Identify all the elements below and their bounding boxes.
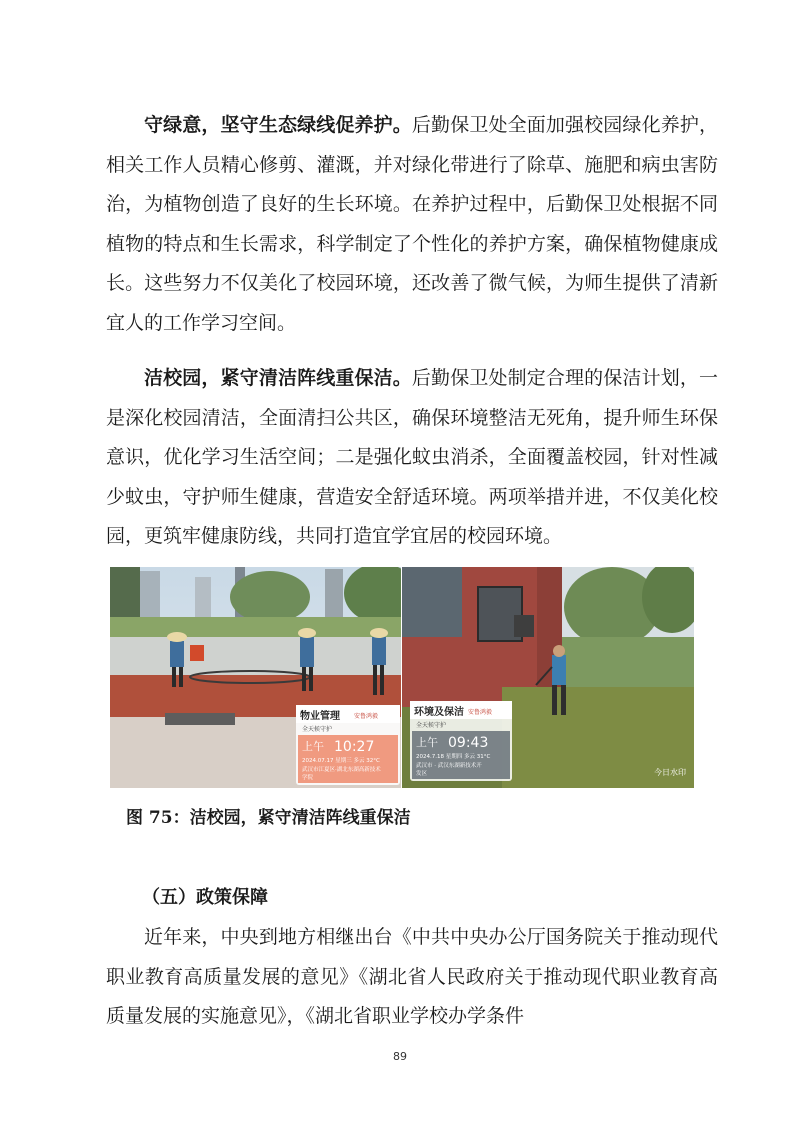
stamp-tag: 全天候守护: [416, 722, 447, 729]
stamp-date: 2024.07.17 星期三 多云 32°C: [302, 758, 380, 764]
paragraph-lead: 守绿意，坚守生态绿线促养护。: [144, 114, 412, 136]
paragraph-lead: 洁校园，紧守清洁阵线重保洁。: [144, 367, 412, 389]
stamp-logo: 安鲁鸿毅: [354, 713, 379, 720]
stamp-location: 武汉市江夏区·湖北东湖高新技术: [302, 767, 381, 773]
page-number: 89: [393, 1050, 407, 1063]
stamp-location-2: 学院: [302, 775, 314, 781]
watermark-label: 今日水印: [654, 768, 686, 777]
photo-cleaning-plaza: [110, 567, 401, 788]
stamp-time: 10:27: [334, 739, 375, 755]
stamp-period: 上午: [302, 740, 324, 753]
section-title: （五）政策保障: [142, 887, 268, 908]
section-paragraph: 近年来，中央到地方相继出台《中共中央办公厅国务院关于推动现代职业教育高质量发展的意见》《湖北省人民政府关于推动现代职业教育高质量发展的实施意见》，《湖北省职业学校办学条件: [106, 926, 718, 1028]
paragraph-body: 后勤保卫处全面加强校园绿化养护，相关工作人员精心修剪、灌溉，并对绿化带进行了除草、施肥和病虫害防治，为植物创造了良好的生长环境。在养护过程中，后勤保卫处根据不同植物的特点和生长需求，科学制定了个性化的养护方案，确保植物健康成长。这些努力不仅美化了校园环境，还改善了微气候，为师生提供了清新宜人的工作学习空间。: [106, 114, 718, 334]
stamp-date: 2024.7.18 星期四 多云 31°C: [416, 754, 491, 760]
stamp-location: 武汉市 · 武汉东湖新技术开: [416, 763, 482, 769]
figure-caption: 图 75：洁校园，紧守清洁阵线重保洁: [126, 808, 411, 828]
stamp-location-2: 发区: [416, 771, 428, 777]
stamp-title: 环境及保洁: [414, 707, 464, 718]
stamp-tag: 全天候守护: [302, 726, 333, 733]
paragraph-greening: [106, 106, 718, 344]
stamp-time: 09:43: [448, 735, 489, 751]
photo-mosquito-spraying: [402, 567, 694, 788]
paragraph-cleaning: [106, 359, 718, 557]
stamp-title: 物业管理: [300, 711, 340, 722]
stamp-logo: 安鲁鸿毅: [468, 709, 493, 716]
paragraph-body: 后勤保卫处制定合理的保洁计划，一是深化校园清洁，全面清扫公共区，确保环境整洁无死角，提升师生环保意识，优化学习生活空间；二是强化蚊虫消杀，全面覆盖校园，针对性减少蚊虫，守护师生健康，营造安全舒适环境。两项举措并进，不仅美化校园，更筑牢健康防线，共同打造宜学宜居的校园环境。: [106, 367, 718, 548]
stamp-period: 上午: [416, 736, 438, 749]
